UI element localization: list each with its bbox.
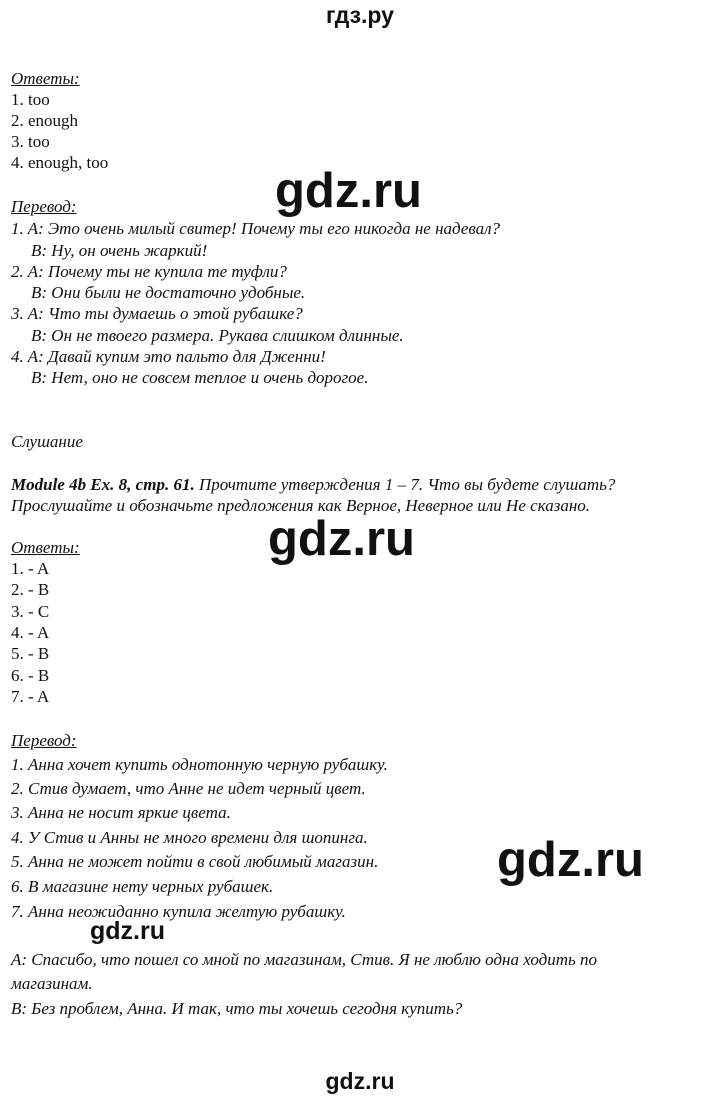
answer-1: 1. too [11, 90, 50, 109]
answer-3: 3. too [11, 132, 50, 151]
answer-item: 7. - A [11, 687, 50, 706]
dialogue-line: B: Без проблем, Анна. И так, что ты хочешь сегодня купить? [11, 999, 463, 1018]
translation-line: B: Он не твоего размера. Рукава слишком длинные. [31, 326, 404, 345]
translation-label-2: Перевод: [11, 731, 77, 750]
statement-line: 6. В магазине нету черных рубашек. [11, 877, 274, 896]
answer-item: 3. - C [11, 602, 50, 621]
answers-label-1: Ответы: [11, 69, 80, 88]
site-header: гдз.ру [326, 2, 394, 28]
answer-item: 6. - B [11, 666, 50, 685]
task-text-1: Прочтите утверждения 1 – 7. Что вы будете слушать? [194, 475, 616, 494]
task-ref: Module 4b Ex. 8, стр. 61. [11, 475, 195, 494]
translation-line: 2. A: Почему ты не купила те туфли? [11, 262, 287, 281]
watermark-1: gdz.ru [275, 164, 422, 218]
statement-line: 7. Анна неожиданно купила желтую рубашку. [11, 902, 346, 921]
translation-line: B: Нет, оно не совсем теплое и очень дорогое. [31, 368, 369, 387]
answer-item: 4. - A [11, 623, 50, 642]
translation-line: 4. A: Давай купим это пальто для Дженни! [11, 347, 326, 366]
answer-item: 5. - B [11, 644, 50, 663]
watermark-4: gdz.ru [90, 917, 165, 945]
task-line-2: Прослушайте и обозначьте предложения как Верное, Неверное или Не сказано. [11, 496, 591, 515]
statement-line: 4. У Стив и Анны не много времени для шопинга. [11, 828, 368, 847]
dialogue-line: A: Спасибо, что пошел со мной по магазинам, Стив. Я не люблю одна ходить по [11, 950, 597, 969]
listening-heading: Слушание [11, 432, 83, 451]
translation-line: 3. A: Что ты думаешь о этой рубашке? [11, 304, 303, 323]
answers-label-2: Ответы: [11, 538, 80, 557]
translation-line: 1. A: Это очень милый свитер! Почему ты его никогда не надевал? [11, 219, 501, 238]
dialogue-line: магазинам. [11, 974, 93, 993]
watermark-3: gdz.ru [497, 833, 644, 887]
translation-label-1: Перевод: [11, 197, 77, 216]
statement-line: 2. Стив думает, что Анне не идет черный цвет. [11, 779, 366, 798]
answer-item: 1. - A [11, 559, 50, 578]
answer-4: 4. enough, too [11, 153, 109, 172]
statement-line: 1. Анна хочет купить однотонную черную рубашку. [11, 755, 388, 774]
statement-line: 3. Анна не носит яркие цвета. [11, 803, 231, 822]
site-footer: gdz.ru [325, 1068, 395, 1094]
answer-2: 2. enough [11, 111, 79, 130]
watermark-2: gdz.ru [268, 512, 415, 566]
task-line-1 [11, 474, 615, 495]
statement-line: 5. Анна не может пойти в свой любимый магазин. [11, 852, 379, 871]
answer-item: 2. - B [11, 580, 50, 599]
translation-line: B: Они были не достаточно удобные. [31, 283, 306, 302]
translation-line: B: Ну, он очень жаркий! [31, 241, 208, 260]
